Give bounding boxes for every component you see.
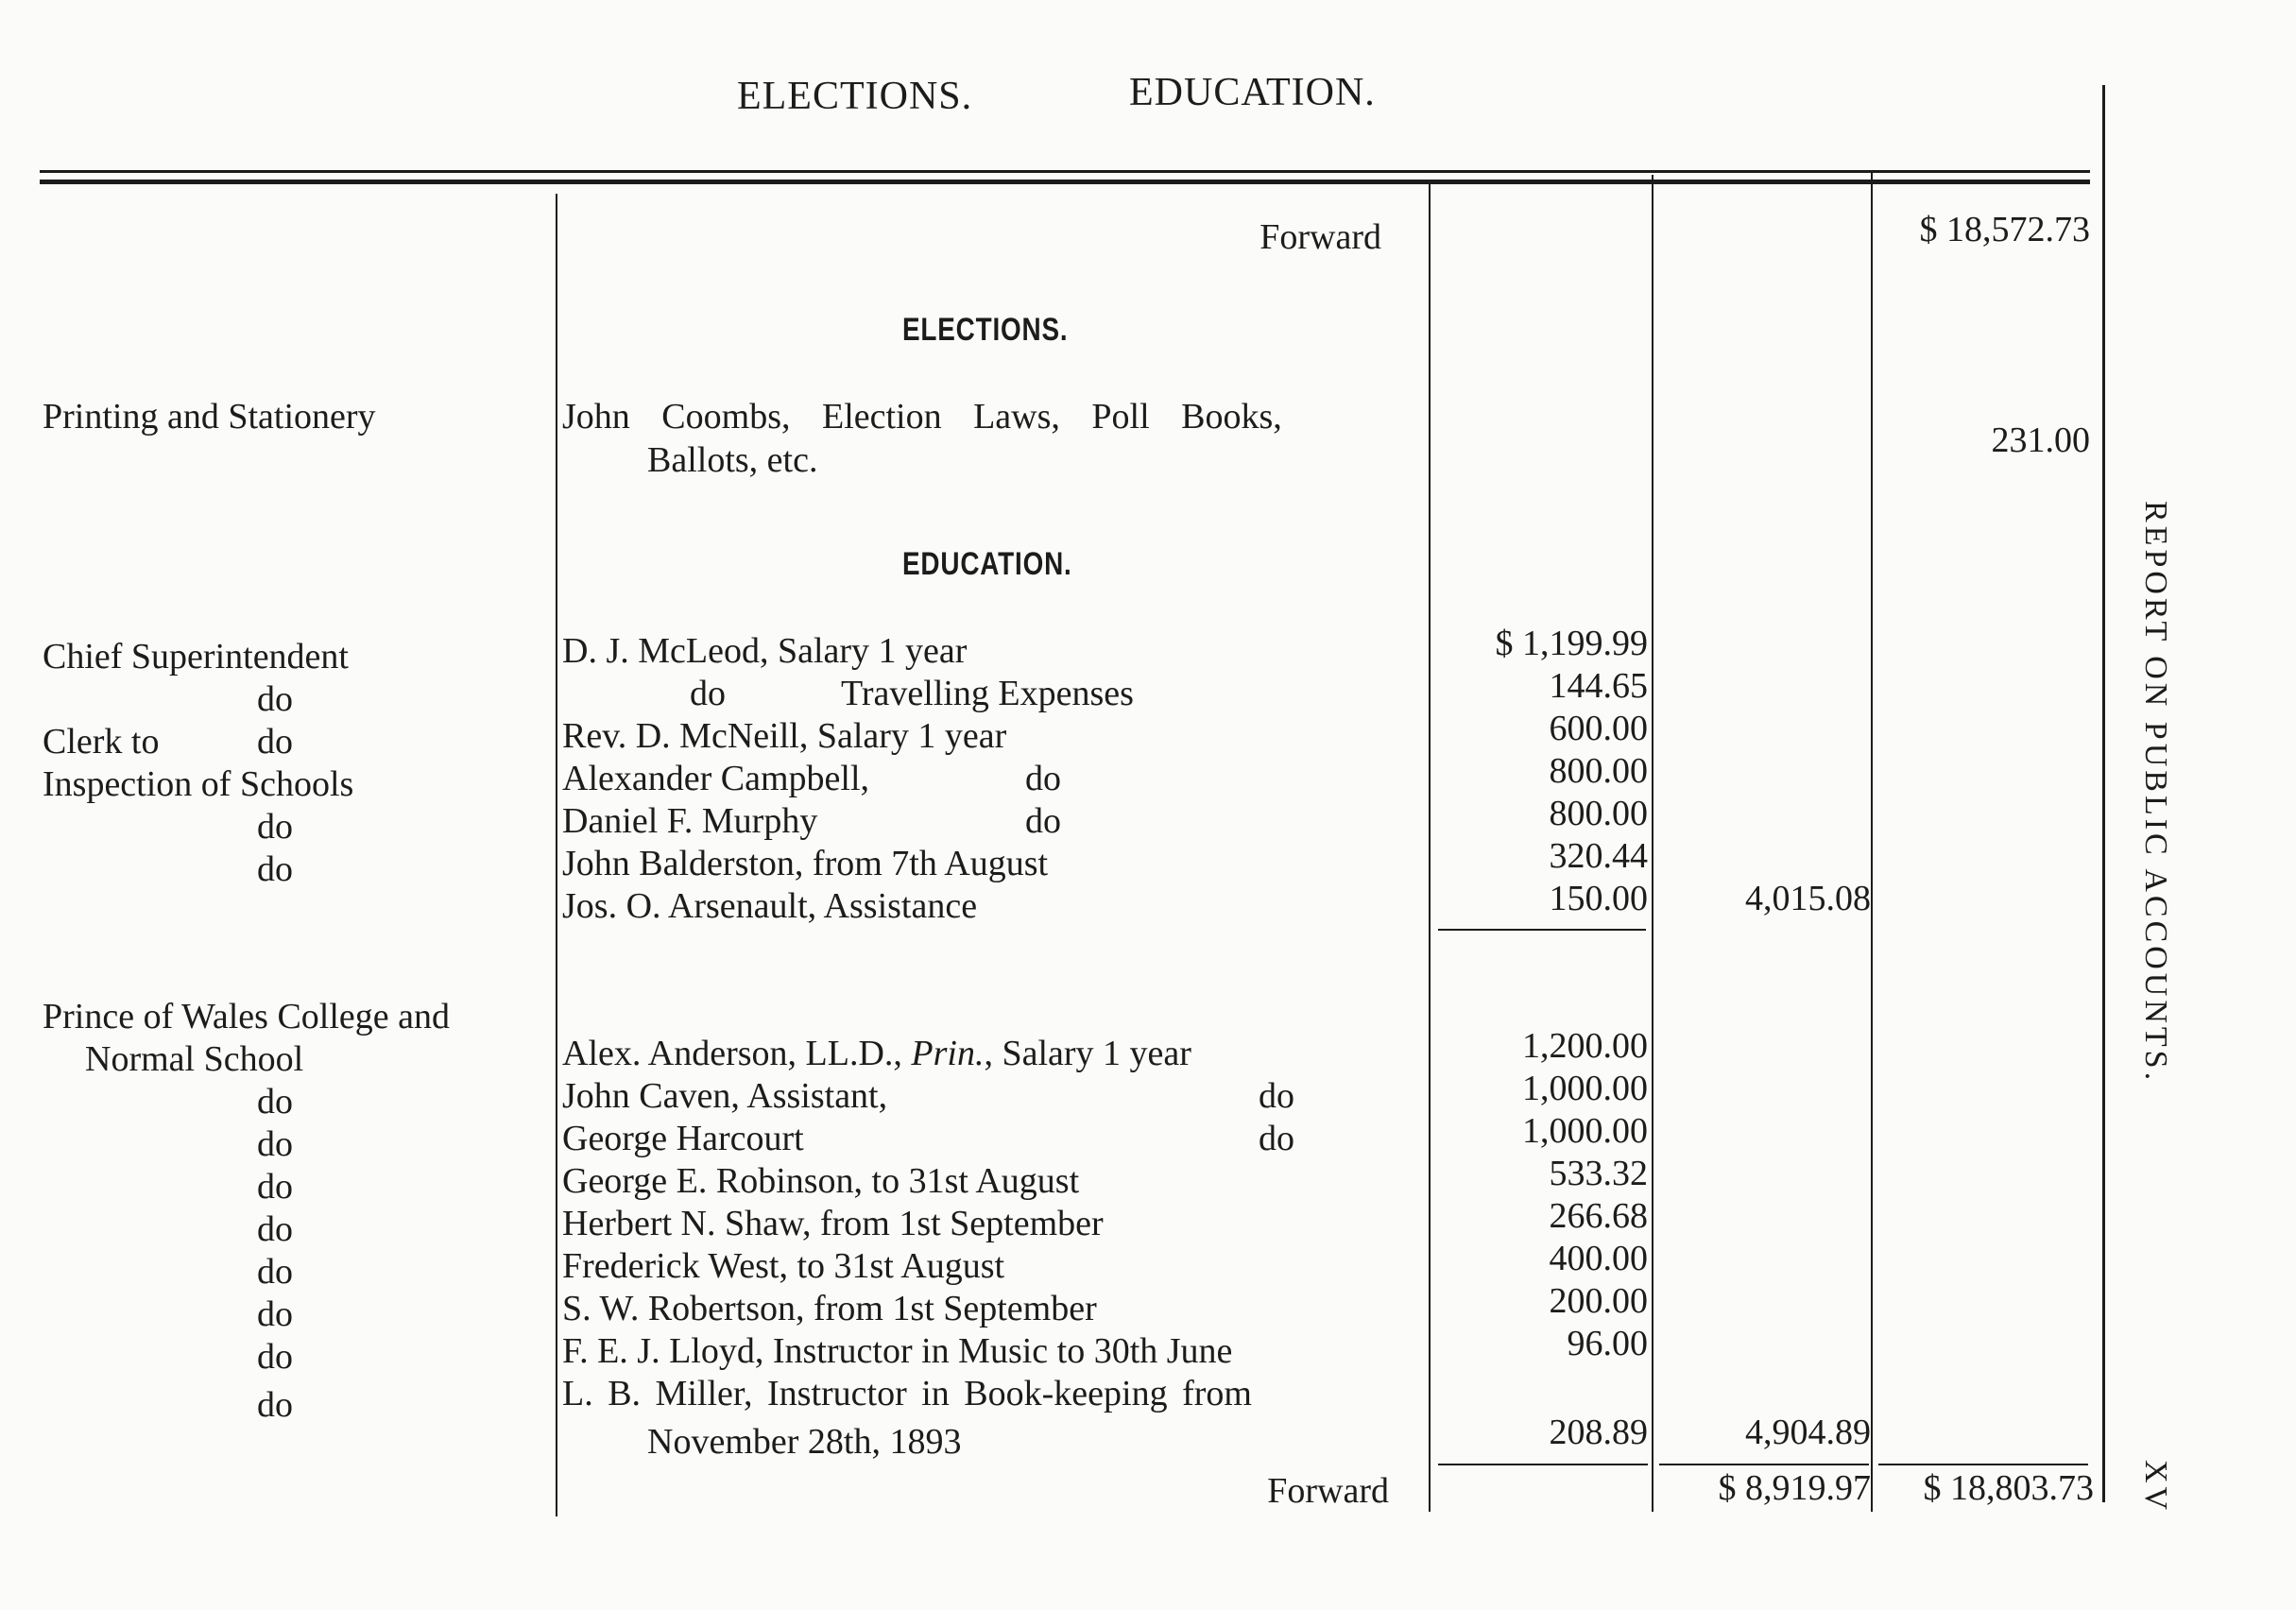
desc-do: do	[1025, 801, 1061, 841]
right-border	[2102, 85, 2105, 1502]
item-chief-superintendent: Chief Superintendent	[43, 637, 349, 677]
item-do: do	[257, 722, 293, 762]
desc-do: do	[690, 674, 726, 713]
subtotal-group-1: 4,015.08	[1745, 879, 1871, 918]
subtotal-rule-group-1	[1438, 929, 1646, 931]
elections-item: Printing and Stationery	[43, 397, 376, 437]
amount-lloyd: 96.00	[1567, 1324, 1648, 1363]
column-divider-4	[1871, 170, 1873, 1512]
desc-arsenault: Jos. O. Arsenault, Assistance	[562, 886, 978, 926]
amount-miller: 208.89	[1549, 1413, 1648, 1452]
education-heading: EDUCATION.	[902, 546, 1072, 582]
elections-amount: 231.00	[1991, 420, 2090, 460]
forward-bottom-col4: $ 18,803.73	[1923, 1468, 2094, 1508]
desc-anderson: Alex. Anderson, LL.D., Prin., Salary 1 year	[562, 1034, 1191, 1073]
side-title: REPORT ON PUBLIC ACCOUNTS.	[2138, 501, 2173, 1085]
desc-mcleod-salary: D. J. McLeod, Salary 1 year	[562, 631, 968, 671]
desc-robinson: George E. Robinson, to 31st August	[562, 1161, 1080, 1201]
desc-campbell: Alexander Campbell,	[562, 759, 870, 798]
desc-travelling-expenses: Travelling Expenses	[841, 674, 1134, 713]
item-do: do	[257, 1167, 293, 1207]
header-rule-bottom	[40, 180, 2090, 184]
item-inspection-of-schools: Inspection of Schools	[43, 764, 354, 804]
subtotal-group-2: 4,904.89	[1745, 1413, 1871, 1452]
item-do: do	[257, 1294, 293, 1334]
total-rule-col4	[1878, 1464, 2088, 1465]
item-do: do	[257, 1209, 293, 1249]
elections-heading: ELECTIONS.	[902, 312, 1069, 348]
item-do: do	[257, 807, 293, 847]
forward-top-label: Forward	[1259, 217, 1381, 257]
amount-anderson: 1,200.00	[1522, 1026, 1648, 1066]
column-divider-3	[1652, 175, 1653, 1512]
forward-top-amount: $ 18,572.73	[1919, 210, 2090, 249]
amount-harcourt: 1,000.00	[1522, 1111, 1648, 1151]
amount-murphy: 800.00	[1549, 794, 1648, 833]
desc-murphy: Daniel F. Murphy	[562, 801, 818, 841]
desc-do: do	[1259, 1119, 1294, 1158]
header-elections: ELECTIONS.	[737, 75, 973, 118]
desc-west: Frederick West, to 31st August	[562, 1246, 1005, 1286]
amount-arsenault: 150.00	[1549, 879, 1648, 918]
amount-robinson: 533.32	[1549, 1154, 1648, 1193]
desc-caven: John Caven, Assistant,	[562, 1076, 888, 1116]
amount-caven: 1,000.00	[1522, 1069, 1648, 1108]
column-divider-2	[1429, 180, 1431, 1512]
amount-travelling-expenses: 144.65	[1549, 666, 1648, 706]
desc-miller-line1: L. B. Miller, Instructor in Book-keeping from	[562, 1374, 1252, 1413]
amount-balderston: 320.44	[1549, 836, 1648, 876]
desc-do: do	[1025, 759, 1061, 798]
forward-bottom-label: Forward	[1267, 1471, 1389, 1511]
item-do: do	[257, 679, 293, 719]
amount-west: 400.00	[1549, 1239, 1648, 1278]
header-education: EDUCATION.	[1129, 71, 1376, 114]
item-clerk-to: Clerk to	[43, 722, 160, 762]
desc-do: do	[1259, 1076, 1294, 1116]
item-do: do	[257, 1252, 293, 1292]
item-normal-school: Normal School	[85, 1039, 304, 1079]
desc-harcourt: George Harcourt	[562, 1119, 804, 1158]
item-do: do	[257, 1337, 293, 1377]
amount-mcleod-salary: $ 1,199.99	[1495, 624, 1648, 663]
item-do: do	[257, 849, 293, 889]
header-rule-top	[40, 170, 2090, 173]
forward-bottom-col3: $ 8,919.97	[1718, 1468, 1871, 1508]
desc-lloyd: F. E. J. Lloyd, Instructor in Music to 30th June	[562, 1331, 1233, 1371]
amount-mcneill-salary: 600.00	[1549, 709, 1648, 748]
page-number: XV	[2138, 1460, 2173, 1515]
item-do: do	[257, 1385, 293, 1425]
desc-shaw: Herbert N. Shaw, from 1st September	[562, 1204, 1104, 1243]
item-do: do	[257, 1082, 293, 1122]
elections-desc-line1: John Coombs, Election Laws, Poll Books,	[562, 397, 1282, 437]
total-rule-col3	[1659, 1464, 1869, 1465]
item-prince-of-wales-college: Prince of Wales College and	[43, 997, 451, 1036]
desc-miller-line2: November 28th, 1893	[647, 1422, 962, 1462]
desc-mcneill-salary: Rev. D. McNeill, Salary 1 year	[562, 716, 1007, 756]
total-rule-col2	[1438, 1464, 1648, 1465]
amount-shaw: 266.68	[1549, 1196, 1648, 1236]
amount-campbell: 800.00	[1549, 751, 1648, 791]
desc-robertson: S. W. Robertson, from 1st September	[562, 1289, 1097, 1328]
amount-robertson: 200.00	[1549, 1281, 1648, 1321]
column-divider-1	[556, 194, 557, 1516]
elections-desc-line2: Ballots, etc.	[647, 440, 818, 480]
desc-balderston: John Balderston, from 7th August	[562, 844, 1049, 883]
item-do: do	[257, 1124, 293, 1164]
